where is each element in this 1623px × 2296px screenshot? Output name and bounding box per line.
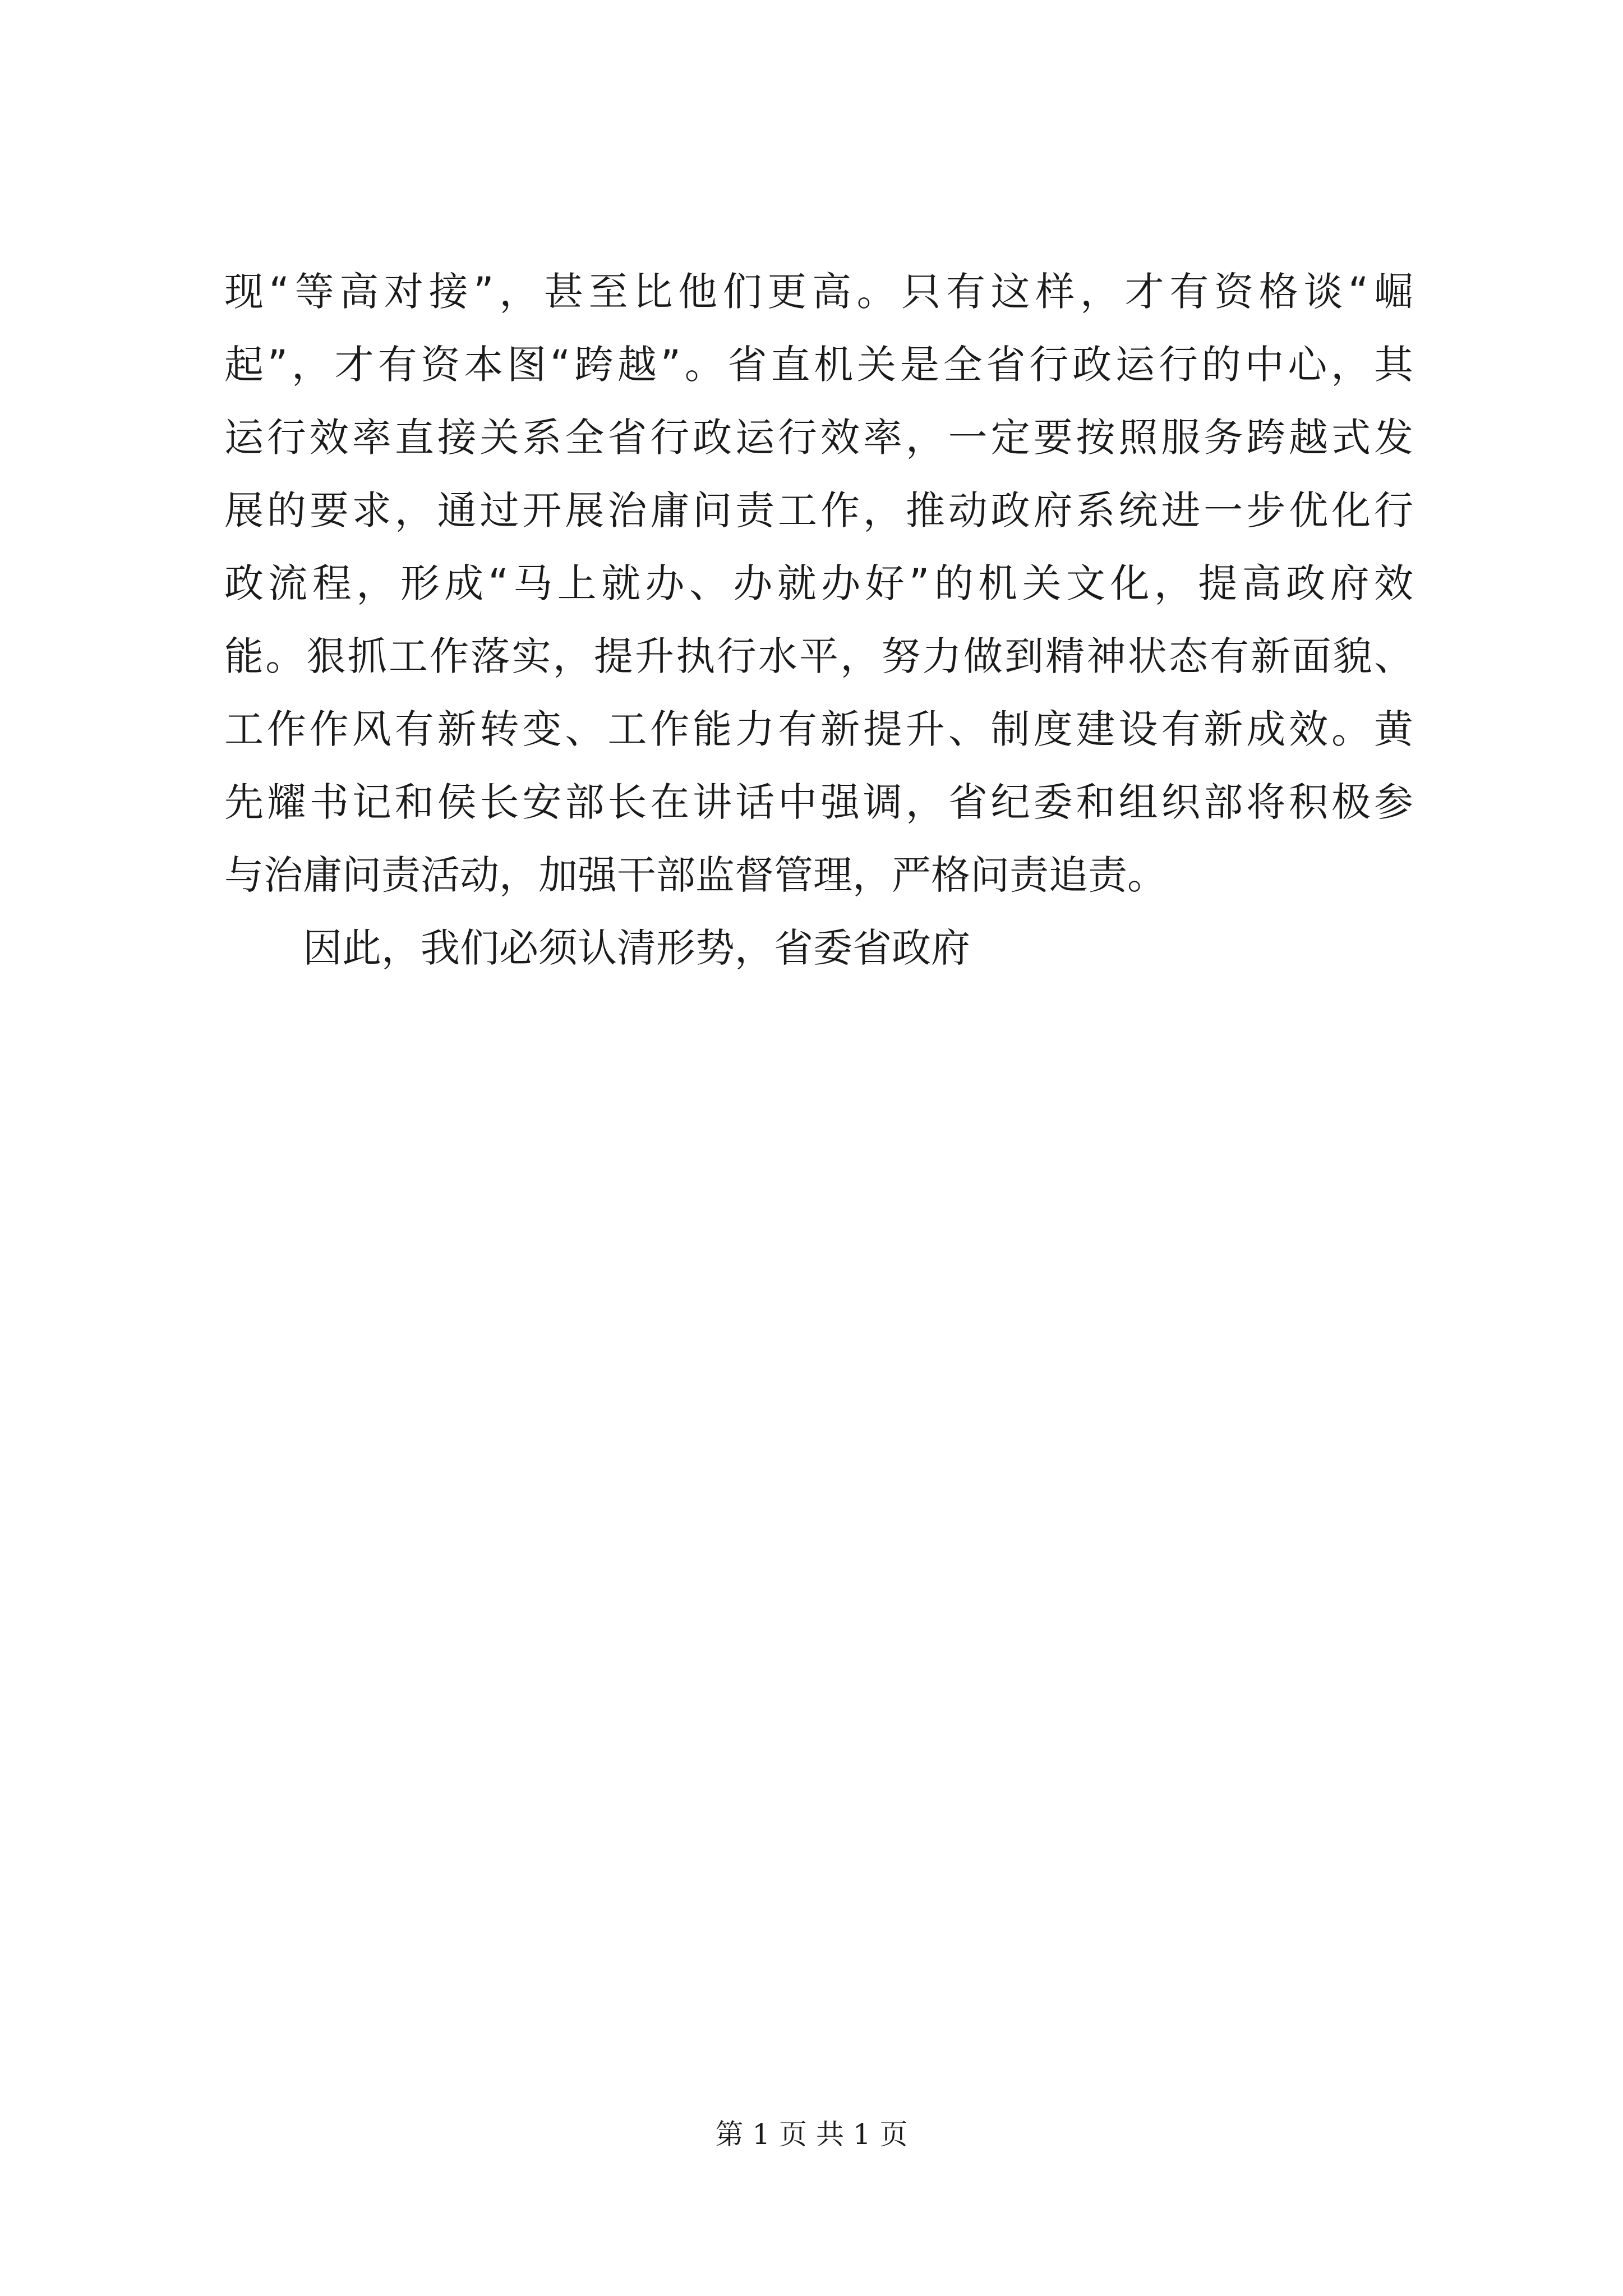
text-line: 运行效率直接关系全省行政运行效率，一定要按照服务跨越式发 xyxy=(224,415,1413,461)
text-line: 工作作风有新转变、工作能力有新提升、制度建设有新成效。黄 xyxy=(224,706,1413,752)
text-line: 展的要求，通过开展治庸问责工作，推动政府系统进一步优化行 xyxy=(224,487,1413,533)
text-line: 起”，才有资本图“跨越”。省直机关是全省行政运行的中心，其 xyxy=(224,342,1413,388)
paragraph-1 xyxy=(224,255,1413,912)
text-line: 因此，我们必须认清形势，省委省政府 xyxy=(303,925,970,971)
paragraph-2 xyxy=(224,912,1413,984)
page-number-label: 第 1 页 共 1 页 xyxy=(715,2118,908,2151)
document-body xyxy=(224,255,1413,984)
page-footer xyxy=(0,2115,1623,2154)
text-line: 政流程，形成“马上就办、办就办好”的机关文化，提高政府效 xyxy=(224,560,1413,606)
text-line: 先耀书记和侯长安部长在讲话中强调，省纪委和组织部将积极参 xyxy=(224,779,1413,825)
text-line: 与治庸问责活动，加强干部监督管理，严格问责追责。 xyxy=(224,852,1166,898)
text-line: 现“等高对接”，甚至比他们更高。只有这样，才有资格谈“崛 xyxy=(224,269,1413,315)
text-line: 能。狠抓工作落实，提升执行水平，努力做到精神状态有新面貌、 xyxy=(224,633,1413,679)
